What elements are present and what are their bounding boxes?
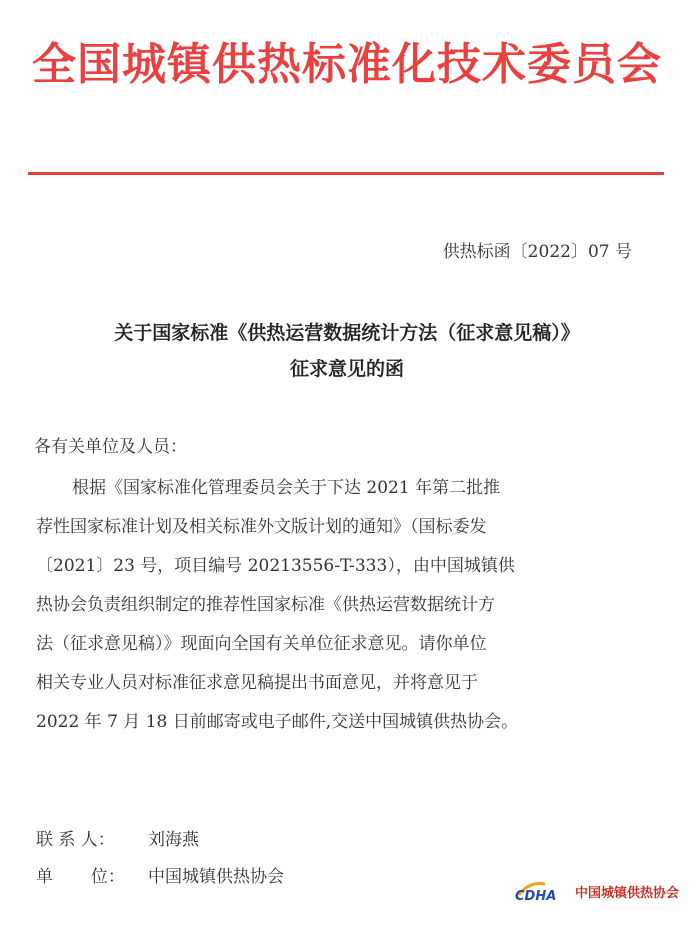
- body-line: 相关专业人员对标准征求意见稿提出书面意见，并将意见于: [36, 673, 478, 693]
- watermark-org-name: 中国城镇供热协会: [575, 885, 680, 901]
- contact-person-row: [36, 825, 199, 850]
- letterhead-divider: [28, 172, 664, 175]
- contact-person-label: 联 系 人：: [36, 830, 115, 850]
- letter-title-line-2: 征求意见的函: [289, 358, 404, 380]
- letterhead-title: 全国城镇供热标准化技术委员会: [32, 39, 662, 90]
- contact-unit-value: 中国城镇供热协会: [148, 867, 284, 887]
- contact-unit-row: [36, 862, 284, 887]
- body-line: 2022 年 7 月 18 日前邮寄或电子邮件,交送中国城镇供热协会。: [36, 712, 519, 732]
- contact-unit-label: 单 位：: [36, 867, 125, 887]
- body-line: 法（征求意见稿）》现面向全国有关单位征求意见。请你单位: [36, 634, 487, 654]
- watermark-logo-text: CDHA: [515, 889, 557, 904]
- body-line: 热协会负责组织制定的推荐性国家标准《供热运营数据统计方: [36, 595, 495, 615]
- cdha-logo-icon: [513, 878, 571, 904]
- salutation: 各有关单位及人员：: [34, 437, 187, 457]
- document-number: 供热标函〔2022〕07 号: [442, 242, 632, 262]
- body-line: 荐性国家标准计划及相关标准外文版计划的通知》（国标委发: [36, 517, 487, 537]
- letter-title-line-1: 关于国家标准《供热运营数据统计方法（征求意见稿）》: [114, 322, 580, 344]
- contact-person-value: 刘海燕: [148, 830, 199, 850]
- watermark-logo: [513, 878, 683, 904]
- body-line: 根据《国家标准化管理委员会关于下达 2021 年第二批推: [72, 478, 501, 498]
- body-line: 〔2021〕23 号，项目编号 20213556-T-333），由中国城镇供: [36, 556, 515, 576]
